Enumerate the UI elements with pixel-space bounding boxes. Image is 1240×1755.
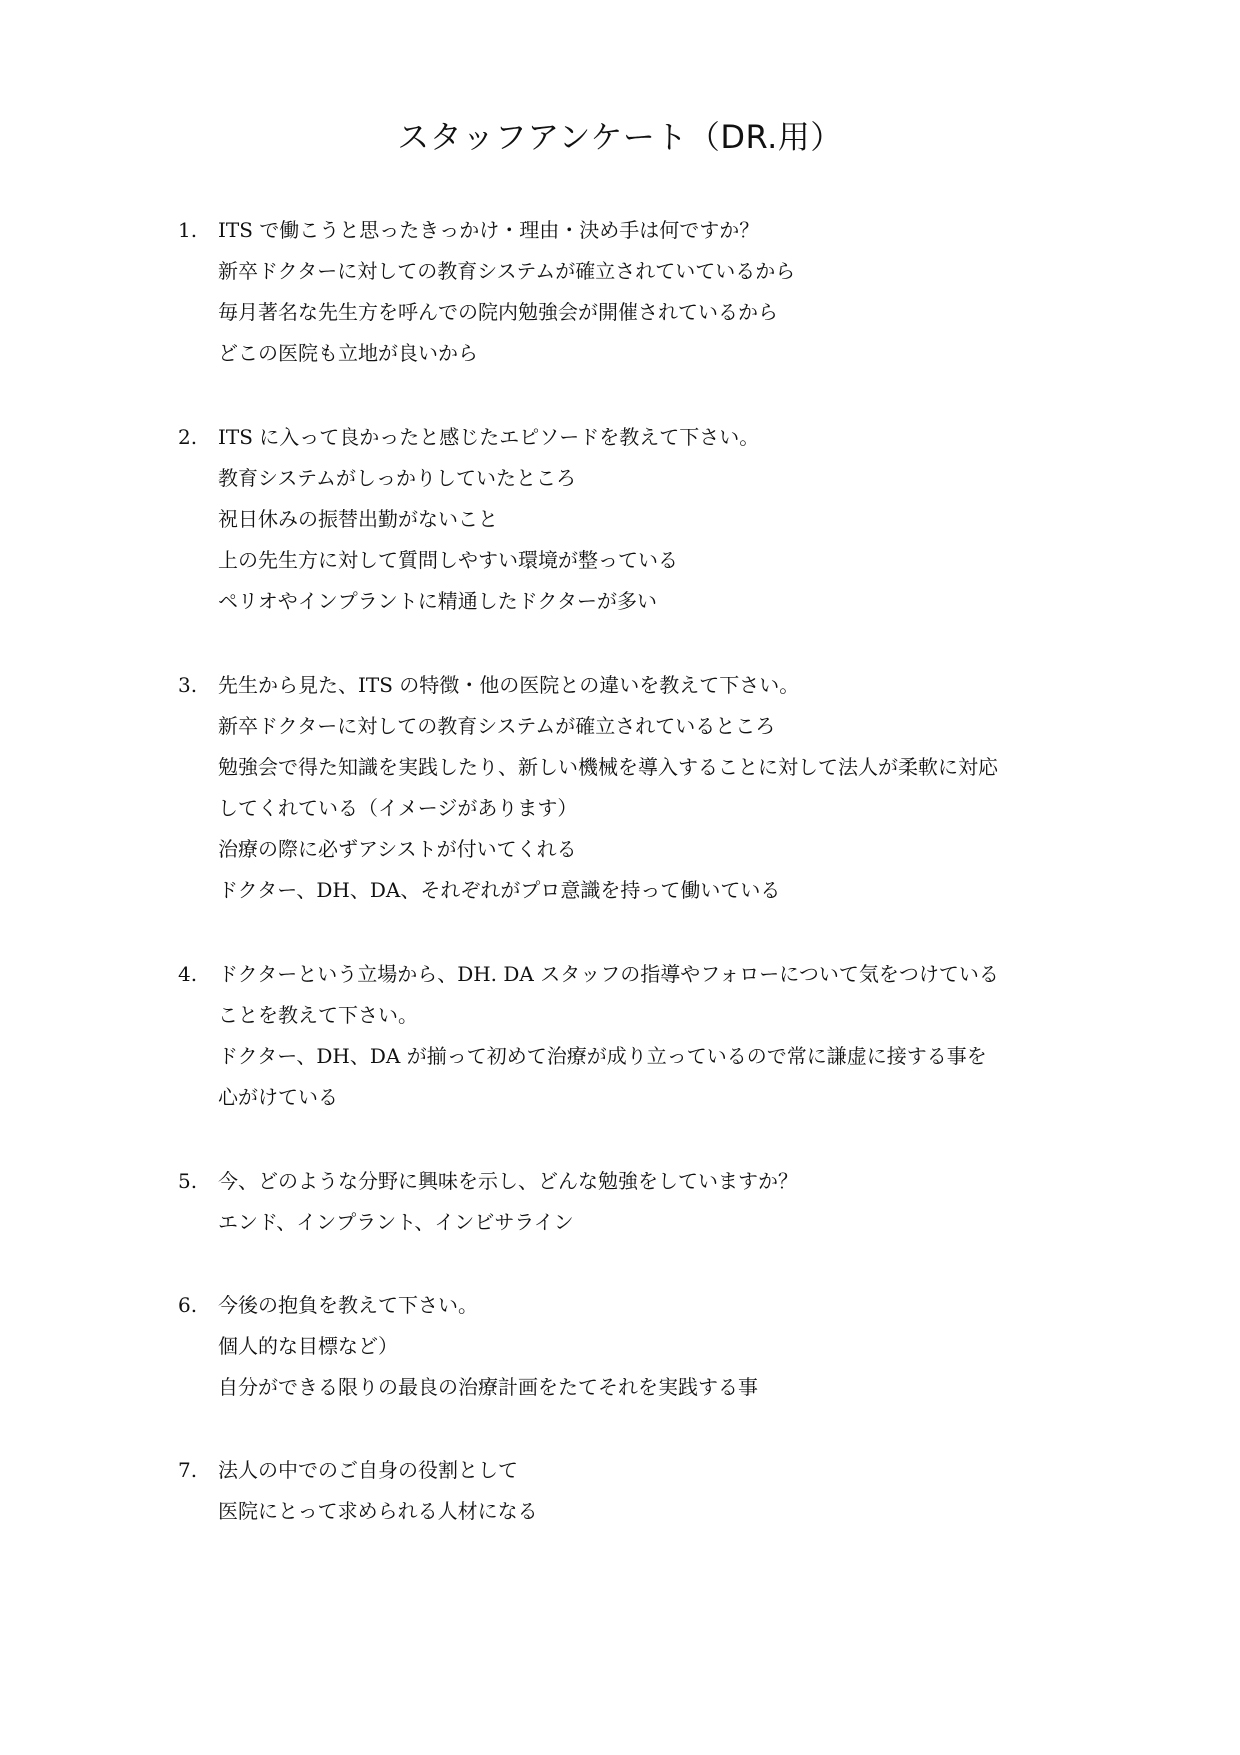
answer-line: ドクター、DH、DA が揃って初めて治療が成り立っているので常に謙虚に接する事を [218, 1044, 987, 1068]
answer-line: ペリオやインプラントに精通したドクターが多い [218, 589, 657, 613]
answer-line: 自分ができる限りの最良の治療計画をたてそれを実践する事 [218, 1375, 758, 1399]
answer-line: 毎月著名な先生方を呼んでの院内勉強会が開催されているから [218, 300, 778, 324]
answer-line: 治療の際に必ずアシストが付いてくれる [218, 837, 577, 861]
answer-line: 教育システムがしっかりしていたところ [218, 466, 576, 490]
answer-line: エンド、インプラント、インビサライン [218, 1210, 574, 1234]
document-title: スタッフアンケート（DR.用） [397, 118, 843, 156]
answer-line: 心がけている [218, 1085, 338, 1109]
answer-line: 勉強会で得た知識を実践したり、新しい機械を導入することに対して法人が柔軟に対応 [218, 755, 998, 779]
question-text: 今、どのような分野に興味を示し、どんな勉強をしていますか？ [218, 1169, 798, 1193]
question-text: ことを教えて下さい。 [218, 1003, 418, 1027]
answer-line: 新卒ドクターに対しての教育システムが確立されていているから [218, 259, 796, 283]
question-number: 4. [178, 962, 198, 986]
answer-line: してくれている（イメージがあります） [218, 796, 578, 820]
answer-line: 上の先生方に対して質問しやすい環境が整っている [218, 548, 678, 572]
question-number: 5. [178, 1169, 198, 1193]
answer-line: 医院にとって求められる人材になる [218, 1499, 538, 1523]
answer-line: 祝日休みの振替出勤がないこと [218, 507, 498, 531]
answer-line: 個人的な目標など） [218, 1334, 398, 1358]
answer-line: ドクター、DH、DA、それぞれがプロ意識を持って働いている [218, 878, 781, 902]
question-text: ドクターという立場から、DH. DA スタッフの指導やフォローについて気をつけている [218, 962, 999, 986]
question-number: 3. [178, 673, 198, 697]
question-text: 今後の抱負を教えて下さい。 [218, 1293, 478, 1317]
question-number: 2. [178, 425, 198, 449]
question-text: 法人の中でのご自身の役割として [218, 1458, 518, 1482]
question-text: ITS で働こうと思ったきっかけ・理由・決め手は何ですか？ [218, 218, 760, 242]
question-number: 7. [178, 1458, 198, 1482]
question-number: 6. [178, 1293, 198, 1317]
answer-line: 新卒ドクターに対しての教育システムが確立されているところ [218, 714, 776, 738]
question-number: 1. [178, 218, 198, 242]
answer-line: どこの医院も立地が良いから [218, 341, 478, 365]
question-text: ITS に入って良かったと感じたエピソードを教えて下さい。 [218, 425, 760, 449]
question-text: 先生から見た、ITS の特徴・他の医院との違いを教えて下さい。 [218, 673, 800, 697]
